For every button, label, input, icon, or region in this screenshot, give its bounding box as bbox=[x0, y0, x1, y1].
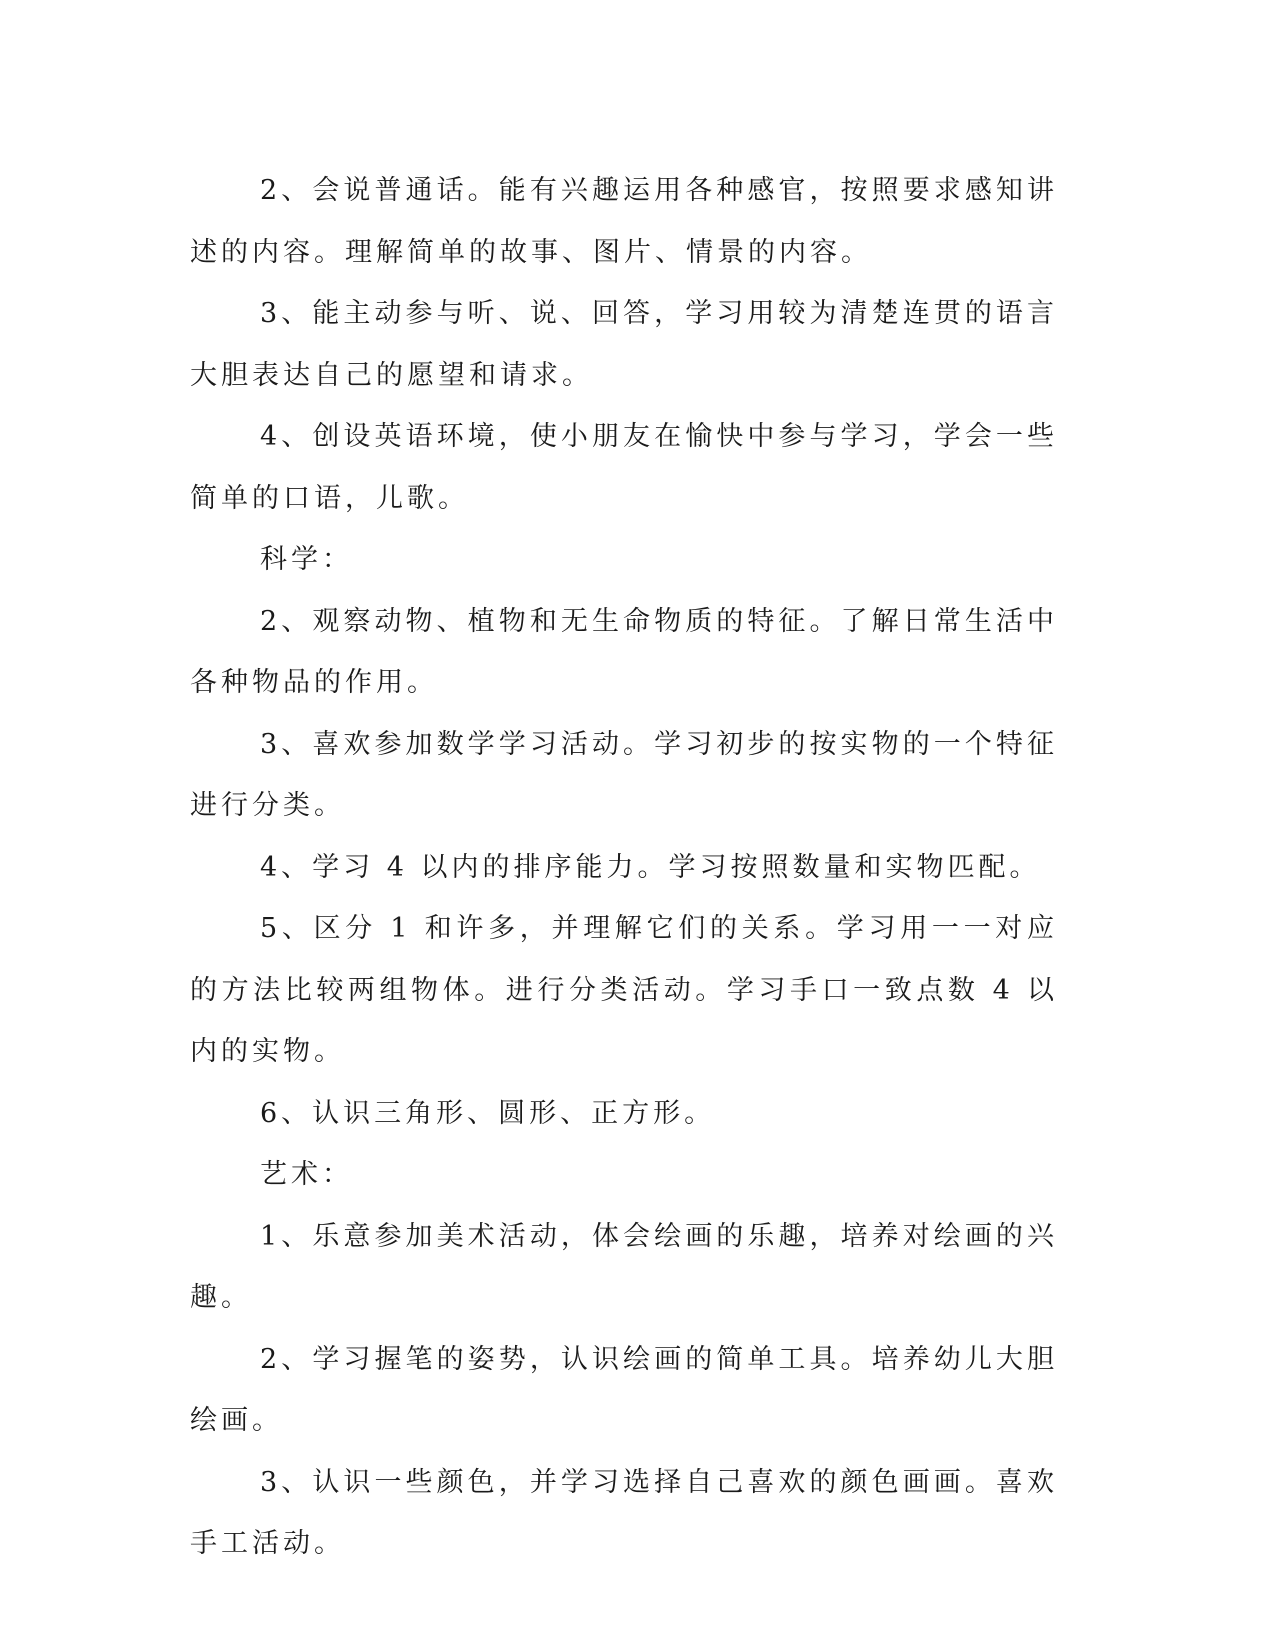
paragraph-language-3: 3、能主动参与听、说、回答，学习用较为清楚连贯的语言大胆表达自己的愿望和请求。 bbox=[190, 298, 1058, 391]
paragraph-science-2: 2、观察动物、植物和无生命物质的特征。了解日常生活中各种物品的作用。 bbox=[190, 605, 1058, 698]
paragraph-art-1: 1、乐意参加美术活动，体会绘画的乐趣，培养对绘画的兴趣。 bbox=[190, 1220, 1058, 1313]
paragraph-science-4: 4、学习 4 以内的排序能力。学习按照数量和实物匹配。 bbox=[260, 851, 1041, 883]
section-heading-art: 艺术： bbox=[260, 1159, 353, 1190]
paragraph-science-5: 5、区分 1 和许多，并理解它们的关系。学习用一一对应的方法比较两组物体。进行分类活动。学习手口一致点数 4 以内的实物。 bbox=[190, 913, 1058, 1067]
paragraph-art-3: 3、认识一些颜色，并学习选择自己喜欢的颜色画画。喜欢手工活动。 bbox=[190, 1466, 1058, 1559]
section-heading-science: 科学： bbox=[260, 544, 353, 575]
paragraph-art-2: 2、学习握笔的姿势，认识绘画的简单工具。培养幼儿大胆绘画。 bbox=[190, 1343, 1058, 1436]
paragraph-science-3: 3、喜欢参加数学学习活动。学习初步的按实物的一个特征进行分类。 bbox=[190, 728, 1058, 821]
document-body bbox=[190, 160, 1058, 1575]
paragraph-science-6: 6、认识三角形、圆形、正方形。 bbox=[260, 1097, 716, 1129]
paragraph-language-4: 4、创设英语环境，使小朋友在愉快中参与学习，学会一些简单的口语，儿歌。 bbox=[190, 421, 1058, 514]
paragraph-language-2: 2、会说普通话。能有兴趣运用各种感官，按照要求感知讲述的内容。理解简单的故事、图片、情景的内容。 bbox=[190, 175, 1058, 268]
